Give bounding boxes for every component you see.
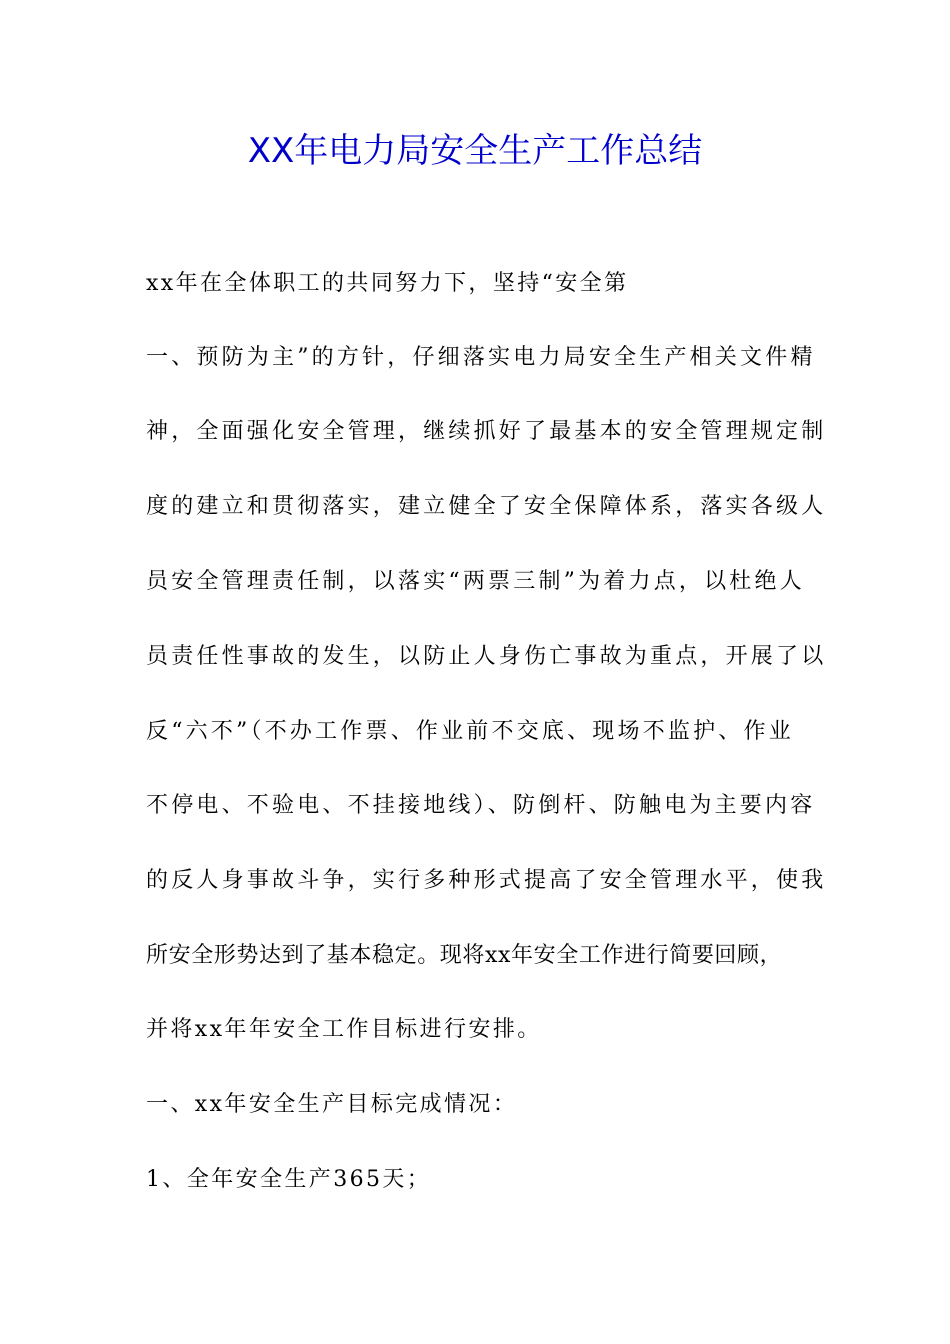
body-line: 员责任性事故的发生，以防止人身伤亡事故为重点，开展了以 <box>146 644 827 669</box>
body-line: 的反人身事故斗争，实行多种形式提高了安全管理水平，使我 <box>146 868 827 893</box>
body-line: 员安全管理责任制，以落实“两票三制”为着力点，以杜绝人 <box>146 569 805 594</box>
body-line: 一、预防为主”的方针，仔细落实电力局安全生产相关文件精 <box>146 345 816 370</box>
body-line: 反“六不”（不办工作票、作业前不交底、现场不监护、作业 <box>146 719 794 744</box>
body-line: 度的建立和贯彻落实，建立健全了安全保障体系，落实各级人 <box>146 494 827 519</box>
body-line: 神，全面强化安全管理，继续抓好了最基本的安全管理规定制 <box>146 419 827 444</box>
body-line: 并将xx年年安全工作目标进行安排。 <box>146 1017 542 1042</box>
section-heading: 一、xx年安全生产目标完成情况： <box>146 1092 518 1117</box>
list-item: 1、全年安全生产365天； <box>146 1167 432 1192</box>
body-line: 不停电、不验电、不挂接地线）、防倒杆、防触电为主要内容 <box>146 793 816 818</box>
body-line: xx年在全体职工的共同努力下，坚持“安全第 <box>146 271 629 296</box>
body-line: 所安全形势达到了基本稳定。现将xx年安全工作进行简要回顾， <box>146 943 783 968</box>
document-title: XX年电力局安全生产工作总结 <box>247 131 703 171</box>
